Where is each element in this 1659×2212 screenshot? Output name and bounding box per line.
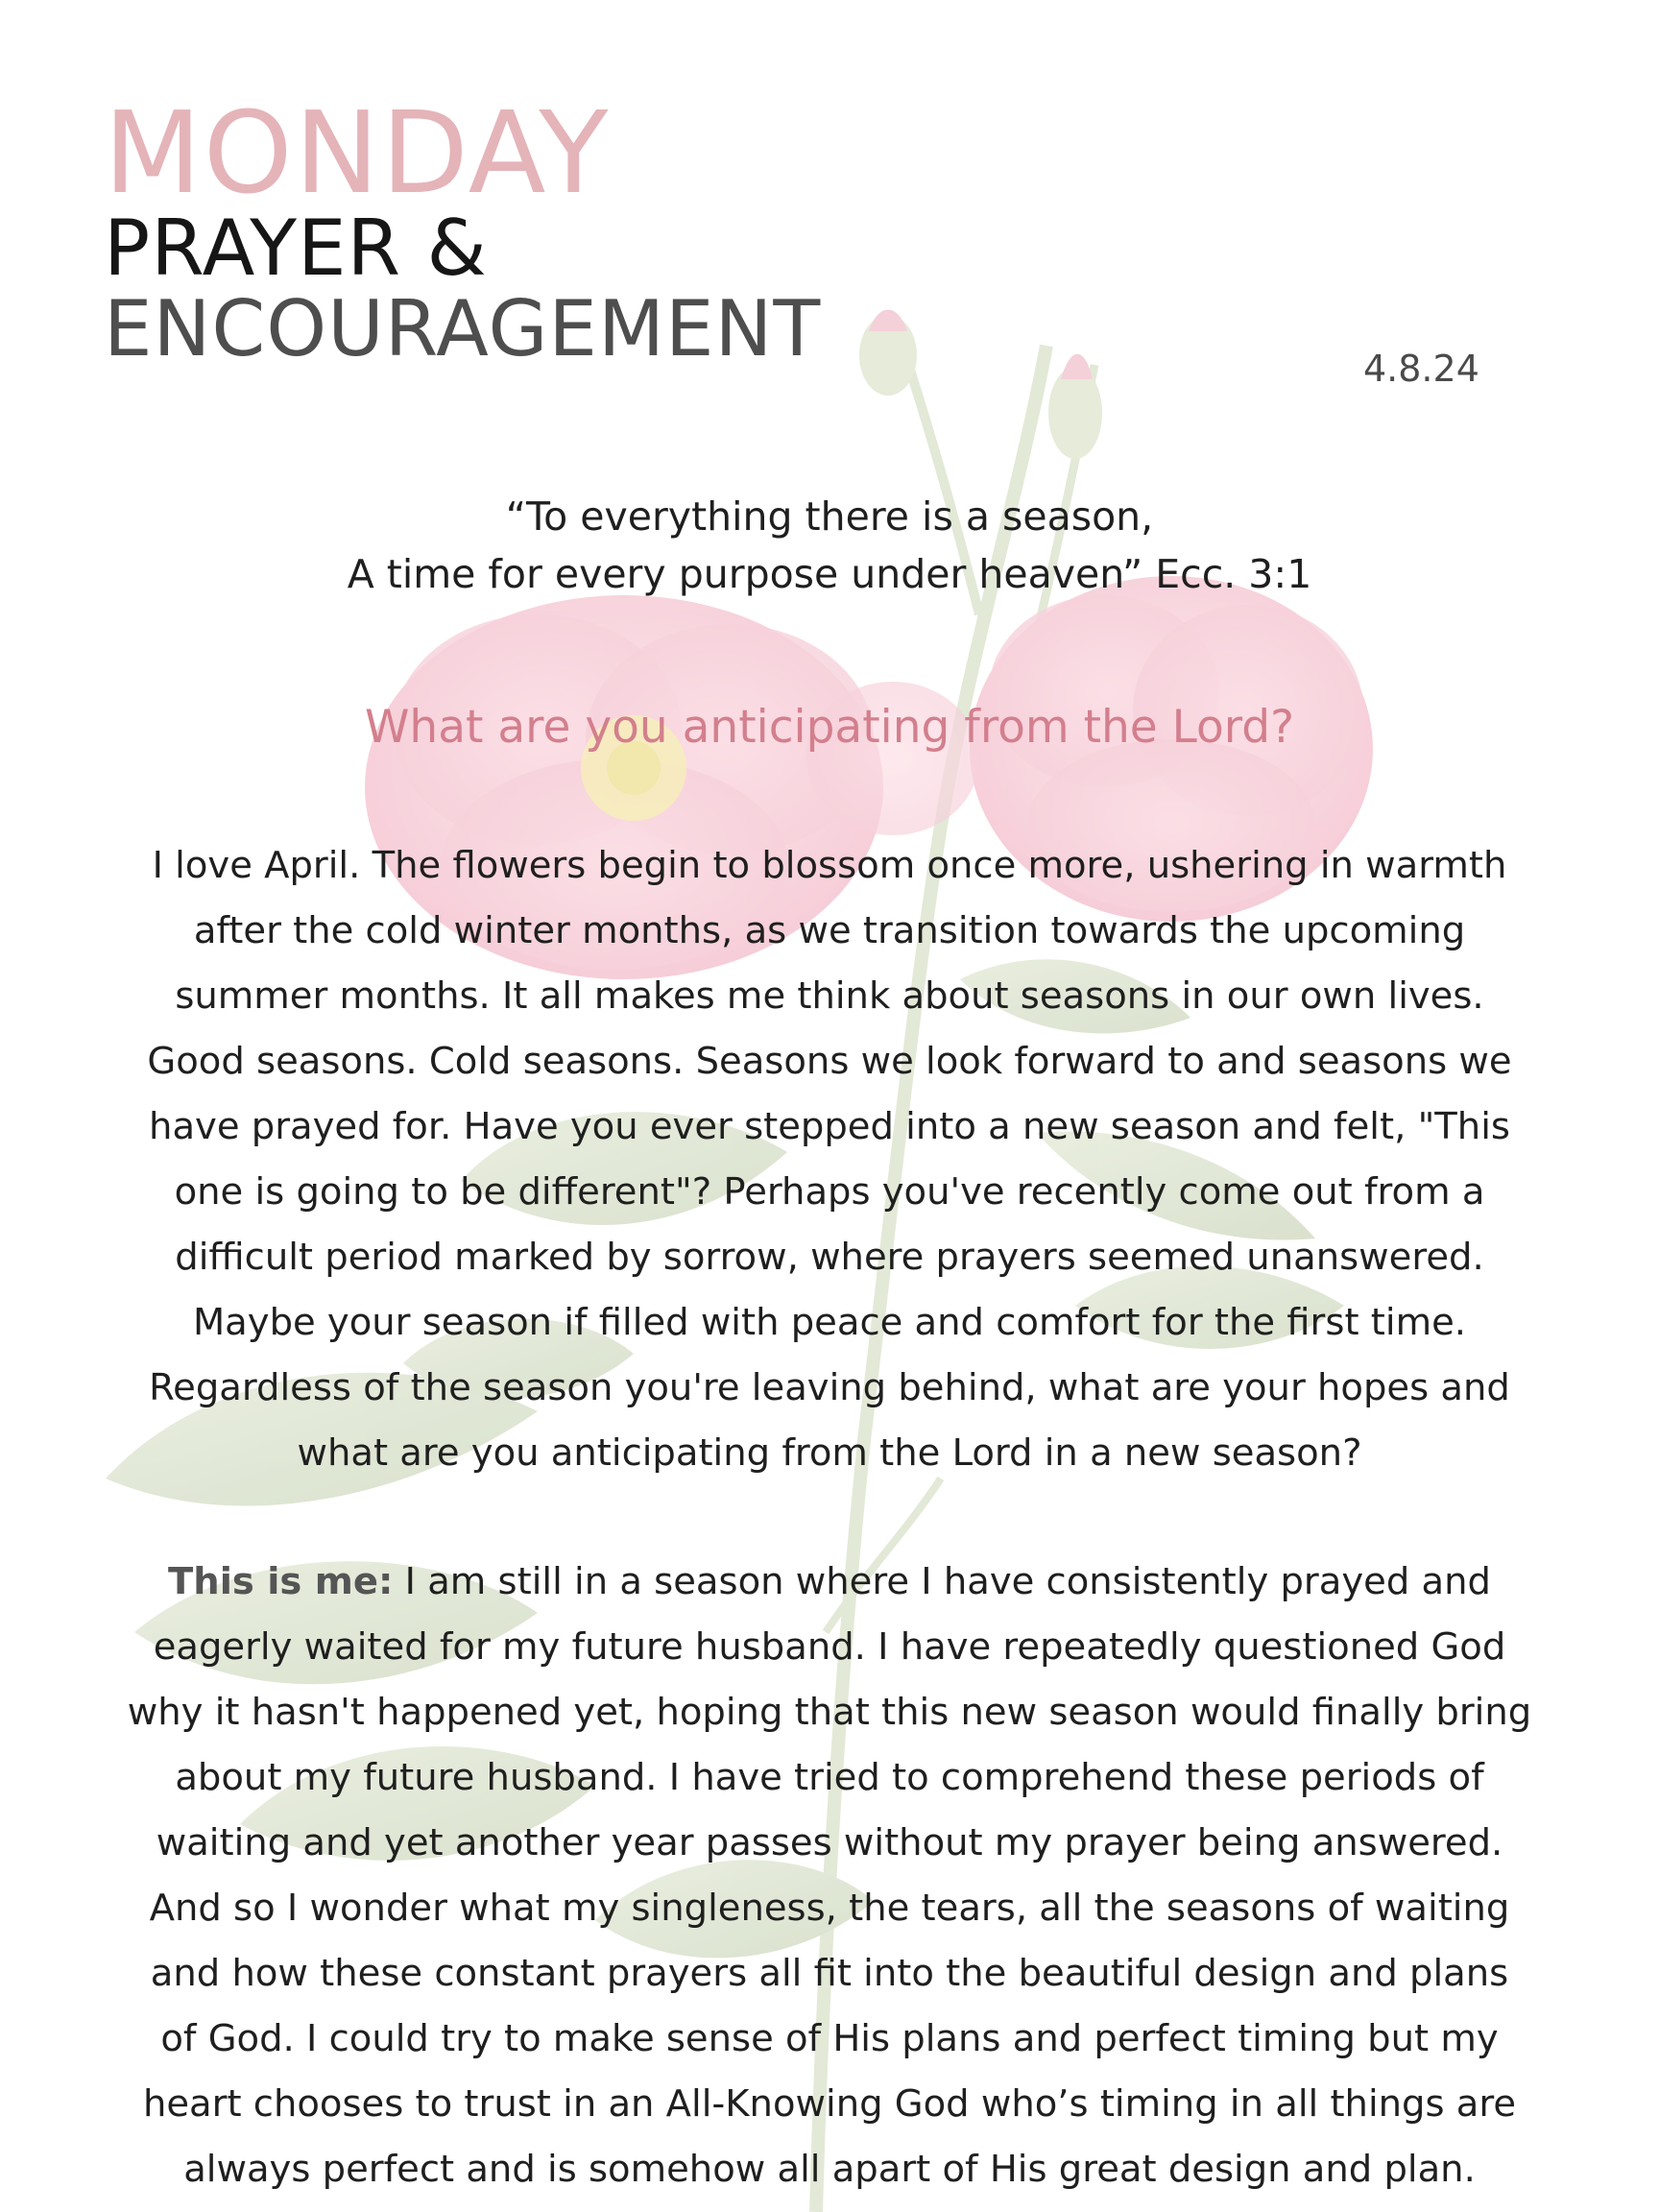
paragraph-line: difficult period marked by sorrow, where prayers seemed unanswered. <box>175 1236 1484 1279</box>
paragraph-line: what are you anticipating from the Lord in a new season? <box>297 1431 1362 1475</box>
lead-in-label: This is me: <box>168 1560 394 1603</box>
paragraph-line: after the cold winter months, as we transition towards the upcoming <box>193 909 1466 952</box>
paragraph-text: I am still in a season where I have consistently prayed and <box>393 1560 1491 1603</box>
paragraph-intro <box>106 833 1553 1486</box>
paragraph-line: about my future husband. I have tried to comprehend these periods of <box>175 1756 1484 1799</box>
verse-line: “To everything there is a season, <box>505 493 1154 540</box>
paragraph-line: one is going to be different"? Perhaps you've recently come out from a <box>174 1170 1485 1214</box>
reflection-question: What are you anticipating from the Lord? <box>364 701 1295 754</box>
paragraph-personal <box>106 1550 1553 2202</box>
paragraph-line: summer months. It all makes me think about seasons in our own lives. <box>175 974 1484 1018</box>
paragraph-line: of God. I could try to make sense of His plans and perfect timing but my <box>160 2017 1499 2060</box>
scripture-verse <box>96 488 1563 603</box>
title-line-prayer: PRAYER & <box>104 204 488 293</box>
paragraph-line: eagerly waited for my future husband. I have repeatedly questioned God <box>153 1625 1506 1669</box>
paragraph-line: always perfect and is somehow all apart of His great design and plan. <box>183 2148 1476 2191</box>
paragraph-line: and how these constant prayers all fit into the beautiful design and plans <box>150 1952 1509 1995</box>
day-heading: MONDAY <box>104 86 611 219</box>
paragraph-line: Good seasons. Cold seasons. Seasons we look forward to and seasons we <box>147 1040 1512 1083</box>
paragraph-line: heart chooses to trust in an All-Knowing God who’s timing in all things are <box>142 2082 1517 2126</box>
paragraph-line: And so I wonder what my singleness, the tears, all the seasons of waiting <box>149 1887 1510 1930</box>
paragraph-line: Regardless of the season you're leaving behind, what are your hopes and <box>149 1366 1510 1409</box>
verse-line: A time for every purpose under heaven” Ecc. 3:1 <box>347 551 1312 597</box>
paragraph-line: have prayed for. Have you ever stepped into a new season and felt, "This <box>149 1105 1510 1148</box>
paragraph-line: I love April. The flowers begin to blossom once more, ushering in warmth <box>152 844 1507 887</box>
title-line-encouragement: ENCOURAGEMENT <box>104 284 822 373</box>
paragraph-line <box>106 1550 1553 1615</box>
paragraph-line: Maybe your season if filled with peace and comfort for the first time. <box>192 1301 1467 1344</box>
paragraph-line: waiting and yet another year passes without my prayer being answered. <box>156 1821 1503 1864</box>
paragraph-line: why it hasn't happened yet, hoping that this new season would finally bring <box>127 1691 1532 1734</box>
date-label: 4.8.24 <box>1363 348 1479 390</box>
